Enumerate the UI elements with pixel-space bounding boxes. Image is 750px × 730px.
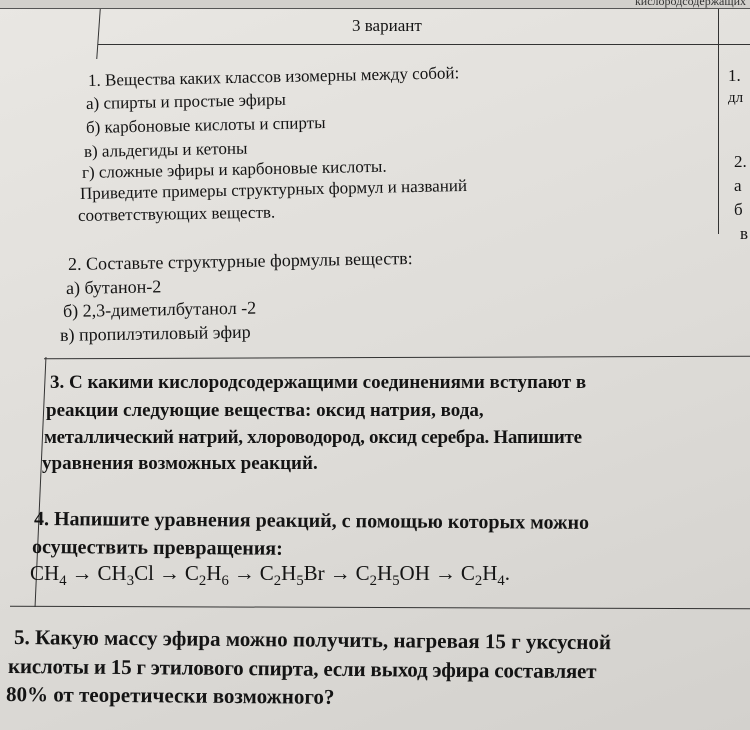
task3-line-4: уравнения возможных реакций. [42, 453, 318, 474]
side-text-3: 2. [734, 152, 747, 171]
chain-arrow: → [434, 561, 456, 585]
chain-formula: $CH_4$ [30, 561, 67, 590]
variant-heading: 3 вариант [352, 16, 422, 35]
side-text-1: 1. [728, 66, 741, 85]
side-text-6: в [740, 224, 749, 243]
chain-formula: $C_2H_5OH$ [355, 561, 430, 590]
task2-question: 2. Составьте структурные формулы веществ: [67, 247, 413, 274]
chain-arrow: → [71, 561, 93, 585]
task4-line-1: 4. Напишите уравнения реакций, с помощью которых можно [33, 508, 590, 534]
task2-option-b: б) 2,3-диметилбутанол -2 [62, 297, 257, 321]
task1-option-b: б) карбоновые кислоты и спирты [85, 112, 326, 137]
side-text-2: дл [728, 90, 744, 106]
chain-formula: $CH_3Cl$ [97, 561, 154, 590]
task5-separator [10, 606, 750, 610]
right-column-border [718, 9, 719, 234]
task1-question: 1. Вещества каких классов изомерны между собой: [87, 63, 460, 90]
task2-option-c: в) пропилэтиловый эфир [59, 321, 251, 345]
chain-formula: $C_2H_4$. [460, 561, 510, 590]
task1-instruction: Приведите примеры структурных формул и названий [79, 175, 468, 203]
left-column-border [96, 9, 100, 59]
table-top-border [98, 44, 750, 45]
task1-option-a: а) спирты и простые эфиры [85, 89, 287, 113]
task3-line-1: 3. С какими кислородсодержащими соединениями вступают в [50, 372, 587, 393]
task1-instruction-cont: соответствующих веществ. [77, 202, 276, 225]
task5-line-2: кислоты и 15 г этилового спирта, если выход эфира составляет [7, 654, 597, 684]
task3-line-2: реакции следующие вещества: оксид натрия, вода, [46, 400, 484, 421]
cut-off-heading: кислородсодержащих [634, 0, 746, 8]
chain-formula: $C_2H_5Br$ [259, 561, 325, 590]
task5-line-1: 5. Какую массу эфира можно получить, нагревая 15 г уксусной [13, 625, 612, 655]
task1-option-c: в) альдегиды и кетоны [83, 138, 248, 161]
task4-reaction-chain [30, 563, 510, 589]
chain-formula: $C_2H_6$ [184, 561, 229, 590]
side-text-4: а [734, 176, 742, 195]
task1-option-d: г) сложные эфиры и карбоновые кислоты. [81, 156, 387, 182]
task3-line-3: металлический натрий, хлороводород, оксид серебра. Напишите [44, 427, 582, 448]
chain-arrow: → [329, 561, 351, 585]
chain-arrow: → [233, 561, 255, 585]
cut-off-top-strip [0, 0, 750, 9]
task3-separator [44, 356, 750, 359]
task2-option-a: а) бутанон-2 [65, 276, 162, 298]
chain-arrow: → [158, 561, 180, 585]
task4-line-2: осуществить превращения: [31, 536, 283, 560]
side-text-5: б [734, 200, 743, 219]
task5-line-3: 80% от теоретически возможного? [5, 682, 335, 709]
